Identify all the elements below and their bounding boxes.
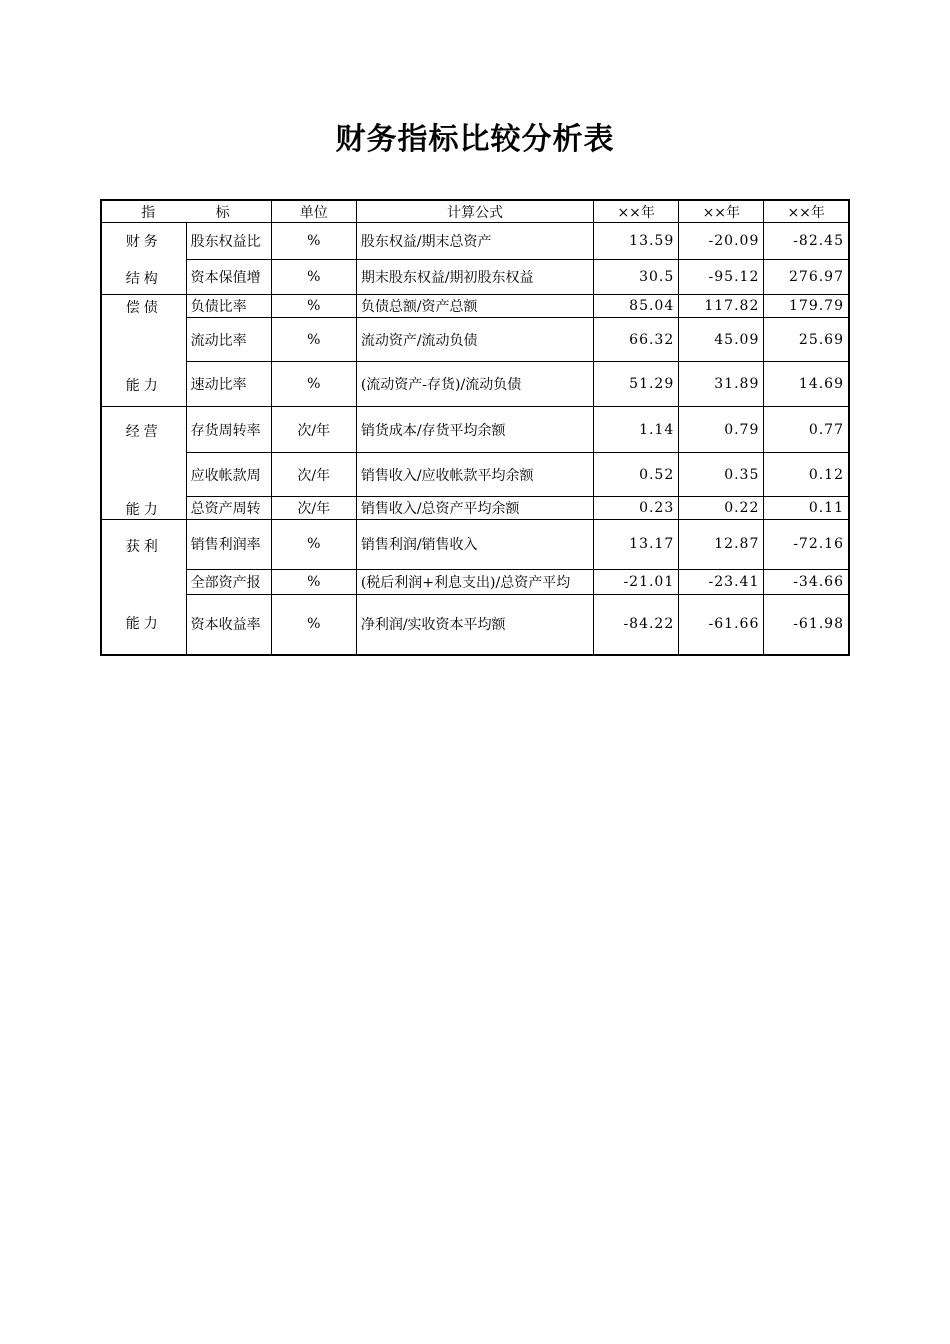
table-row: [101, 407, 849, 453]
formula-cell: 销售收入/应收帐款平均余额: [356, 453, 593, 497]
category-label: 结构: [125, 270, 162, 287]
value-year-3: -72.16: [764, 519, 849, 569]
table-row: [101, 497, 849, 520]
unit-cell: %: [271, 318, 356, 362]
value-year-1: 51.29: [594, 362, 679, 407]
indicator-name: 股东权益比: [186, 223, 271, 260]
value-year-2: 0.22: [679, 497, 764, 520]
category-label: 能力: [125, 377, 162, 394]
value-year-1: 13.17: [594, 519, 679, 569]
value-year-1: 0.23: [594, 497, 679, 520]
formula-cell: 净利润/实收资本平均额: [356, 594, 593, 655]
table-row: [101, 453, 849, 497]
indicator-name: 应收帐款周: [186, 453, 271, 497]
category-label: 经营: [125, 424, 162, 440]
category-cell: [101, 497, 186, 520]
category-cell: [101, 362, 186, 407]
category-label: 财务: [125, 234, 162, 250]
unit-cell: %: [271, 569, 356, 594]
value-year-2: 31.89: [679, 362, 764, 407]
table-row: [101, 260, 849, 295]
header-year-1: ××年: [594, 200, 679, 223]
value-year-3: 276.97: [764, 260, 849, 295]
category-cell: [101, 594, 186, 655]
indicator-name: 销售利润率: [186, 519, 271, 569]
formula-cell: 销货成本/存货平均余额: [356, 407, 593, 453]
unit-cell: %: [271, 362, 356, 407]
value-year-1: 1.14: [594, 407, 679, 453]
financial-indicator-table: [100, 199, 850, 656]
value-year-3: 179.79: [764, 295, 849, 318]
unit-cell: %: [271, 519, 356, 569]
unit-cell: 次/年: [271, 453, 356, 497]
table-row: [101, 362, 849, 407]
header-unit: 单位: [271, 200, 356, 223]
table-row: [101, 569, 849, 594]
indicator-name: 存货周转率: [186, 407, 271, 453]
category-cell: [101, 260, 186, 295]
value-year-2: 117.82: [679, 295, 764, 318]
value-year-3: 0.77: [764, 407, 849, 453]
header-year-2: ××年: [679, 200, 764, 223]
value-year-3: -34.66: [764, 569, 849, 594]
value-year-1: 0.52: [594, 453, 679, 497]
value-year-2: 0.35: [679, 453, 764, 497]
formula-cell: (流动资产-存货)/流动负债: [356, 362, 593, 407]
value-year-1: -21.01: [594, 569, 679, 594]
value-year-1: -84.22: [594, 594, 679, 655]
formula-cell: 期末股东权益/期初股东权益: [356, 260, 593, 295]
unit-cell: %: [271, 260, 356, 295]
value-year-2: -20.09: [679, 223, 764, 260]
unit-cell: 次/年: [271, 497, 356, 520]
value-year-3: 14.69: [764, 362, 849, 407]
table-header-row: [101, 200, 849, 223]
indicator-name: 流动比率: [186, 318, 271, 362]
formula-cell: 股东权益/期末总资产: [356, 223, 593, 260]
category-cell: [101, 223, 186, 260]
category-label: 获利: [125, 538, 162, 555]
category-cell: [101, 407, 186, 453]
page-title: 财务指标比较分析表: [335, 122, 615, 157]
table-row: [101, 295, 849, 318]
header-year-3: ××年: [764, 200, 849, 223]
category-cell: [101, 453, 186, 497]
value-year-3: 0.12: [764, 453, 849, 497]
unit-cell: %: [271, 223, 356, 260]
value-year-3: 25.69: [764, 318, 849, 362]
header-formula: 计算公式: [356, 200, 593, 223]
value-year-3: -82.45: [764, 223, 849, 260]
formula-cell: 流动资产/流动负债: [356, 318, 593, 362]
header-indicator: 指 标: [101, 200, 271, 223]
value-year-2: 45.09: [679, 318, 764, 362]
formula-cell: (税后利润+利息支出)/总资产平均: [356, 569, 593, 594]
indicator-name: 总资产周转: [186, 497, 271, 520]
unit-cell: %: [271, 594, 356, 655]
indicator-name: 资本收益率: [186, 594, 271, 655]
value-year-2: 0.79: [679, 407, 764, 453]
formula-cell: 销售利润/销售收入: [356, 519, 593, 569]
table-row: [101, 318, 849, 362]
table-row: [101, 223, 849, 260]
value-year-1: 30.5: [594, 260, 679, 295]
value-year-2: -23.41: [679, 569, 764, 594]
value-year-2: 12.87: [679, 519, 764, 569]
category-cell: [101, 295, 186, 318]
category-cell: [101, 318, 186, 362]
unit-cell: 次/年: [271, 407, 356, 453]
value-year-3: -61.98: [764, 594, 849, 655]
indicator-name: 资本保值增: [186, 260, 271, 295]
value-year-1: 66.32: [594, 318, 679, 362]
formula-cell: 销售收入/总资产平均余额: [356, 497, 593, 520]
value-year-2: -95.12: [679, 260, 764, 295]
unit-cell: %: [271, 295, 356, 318]
category-cell: [101, 569, 186, 594]
value-year-1: 13.59: [594, 223, 679, 260]
indicator-name: 速动比率: [186, 362, 271, 407]
value-year-2: -61.66: [679, 594, 764, 655]
indicator-name: 负债比率: [186, 295, 271, 318]
indicator-name: 全部资产报: [186, 569, 271, 594]
value-year-3: 0.11: [764, 497, 849, 520]
table-row: [101, 519, 849, 569]
category-label: 偿债: [125, 300, 162, 316]
category-label: 能力: [125, 501, 162, 518]
category-cell: [101, 519, 186, 569]
value-year-1: 85.04: [594, 295, 679, 318]
table-row: [101, 594, 849, 655]
formula-cell: 负债总额/资产总额: [356, 295, 593, 318]
category-label: 能力: [125, 616, 162, 632]
